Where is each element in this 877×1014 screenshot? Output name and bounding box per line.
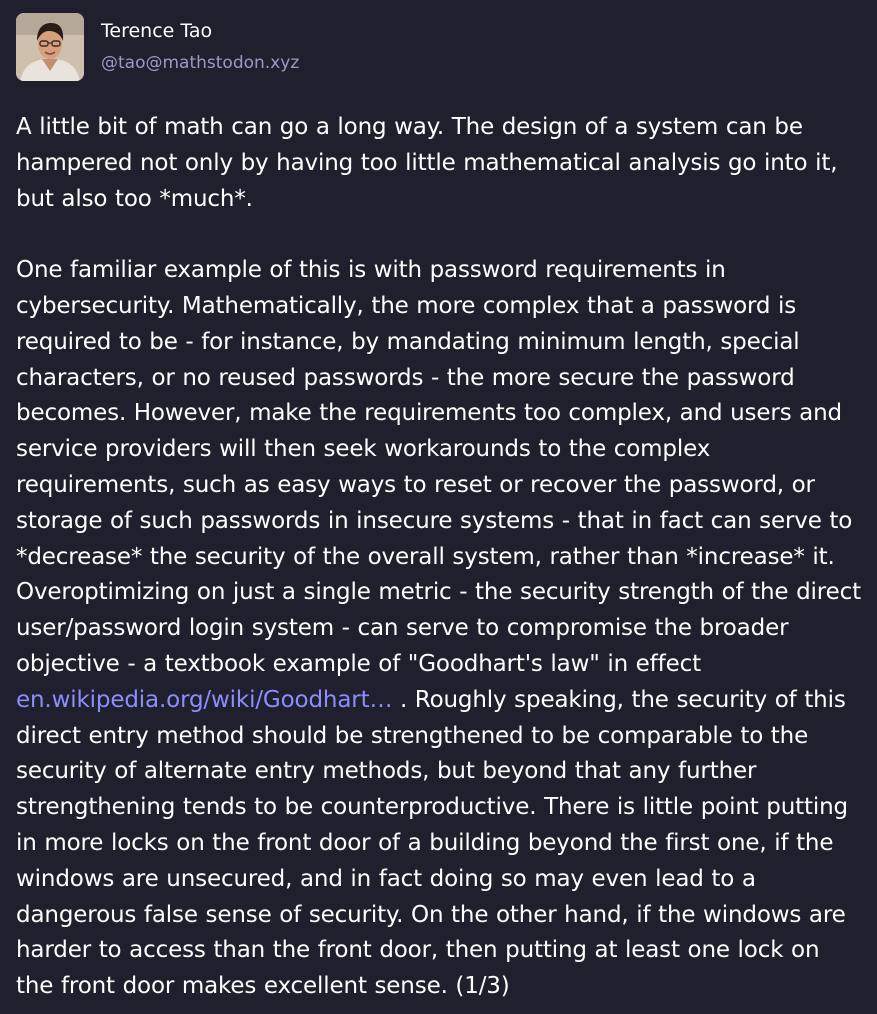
- post-content: [16, 110, 863, 1005]
- author-info: [101, 13, 299, 74]
- avatar-image: [16, 13, 84, 81]
- post-paragraph-1: A little bit of math can go a long way. The design of a system can be hampered not only by having too little mathematical analysis go into it, but also too *much*.: [16, 114, 838, 212]
- goodhart-law-link[interactable]: en.wikipedia.org/wiki/Goodhart…: [16, 686, 393, 713]
- author-handle[interactable]: @tao@mathstodon.xyz: [101, 53, 300, 73]
- author-display-name[interactable]: Terence Tao: [101, 20, 213, 42]
- avatar[interactable]: [16, 13, 84, 81]
- paragraph-2-text-after-link: . Roughly speaking, the security of this direct entry method should be strengthened to be comparable to the security of alternate entry methods, but beyond that any further strengthening tends to be counterproductive. There is little point putting in more locks on the front door of a building beyond the first one, if the windows are unsecured, and in fact doing so may even lead to a dangerous false sense of security. On the other hand, if the windows are harder to access than the front door, then putting at least one lock on the front door makes excellent sense. (1/3): [16, 686, 849, 1000]
- post-paragraph-2: [16, 253, 863, 1005]
- paragraph-2-text-before-link: One familiar example of this is with password requirements in cybersecurity. Mathematically, the more complex that a password is required to be - for instance, by mandating minimum length, special characters, or no reused passwords - the more secure the password becomes. However, make the requirements too complex, and users and service providers will then seek workarounds to the complex requirements, such as easy ways to reset or recover the password, or storage of such passwords in insecure systems - that in fact can serve to *decrease* the security of the overall system, rather than *increase* it. Overoptimizing on just a single metric - the security strength of the direct user/password login system - can serve to compromise the broader objective - a textbook example of "Goodhart's law" in effect: [16, 257, 861, 677]
- post-header: [16, 13, 863, 81]
